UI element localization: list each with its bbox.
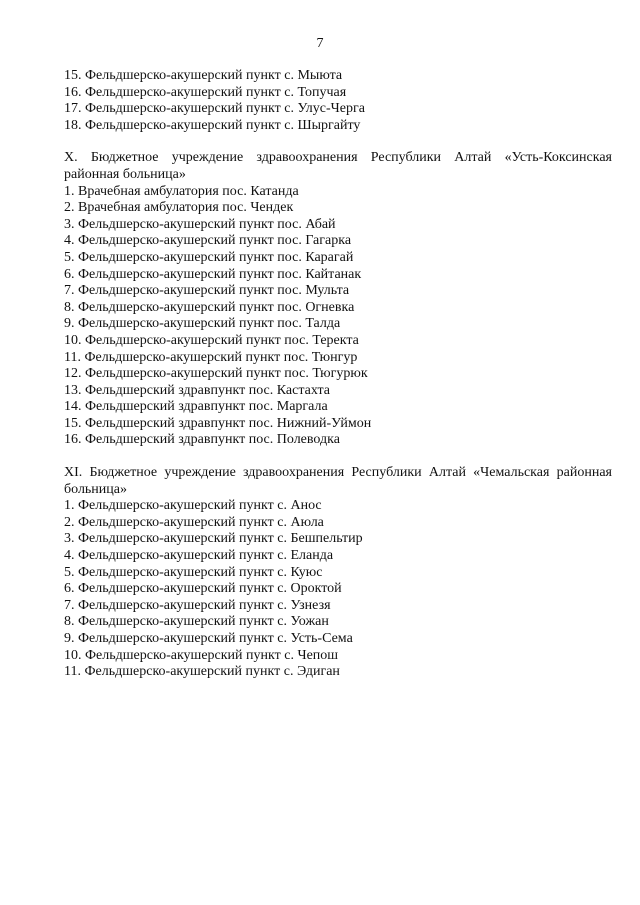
section-heading: X. Бюджетное учреждение здравоохранения Республики Алтай «Усть-Коксинская районная больница»: [64, 150, 612, 182]
list-item: 6. Фельдшерско-акушерский пункт пос. Кайтанак: [64, 266, 362, 282]
list-item: 11. Фельдшерско-акушерский пункт пос. Тюнгур: [64, 349, 358, 365]
list-item: 8. Фельдшерско-акушерский пункт с. Уожан: [64, 614, 329, 630]
section-list: [64, 498, 612, 681]
list-item: 7. Фельдшерско-акушерский пункт с. Узнезя: [64, 597, 331, 613]
list-item: 10. Фельдшерско-акушерский пункт с. Чепош: [64, 647, 339, 663]
list-item: 11. Фельдшерско-акушерский пункт с. Эдиган: [64, 664, 340, 680]
section-xi: [64, 465, 612, 681]
page-number: 7: [316, 36, 324, 51]
list-item: 5. Фельдшерско-акушерский пункт с. Куюс: [64, 564, 323, 580]
list-item: 15. Фельдшерско-акушерский пункт с. Мыюта: [64, 68, 343, 83]
list-item: 2. Фельдшерско-акушерский пункт с. Аюла: [64, 514, 324, 530]
list-item: 9. Фельдшерско-акушерский пункт пос. Талда: [64, 316, 341, 332]
list-item: 1. Фельдшерско-акушерский пункт с. Анос: [64, 498, 322, 514]
section-list: [64, 184, 612, 450]
list-item: 17. Фельдшерско-акушерский пункт с. Улус-Черга: [64, 101, 365, 117]
list-item: 3. Фельдшерско-акушерский пункт с. Бешпельтир: [64, 531, 363, 547]
list-item: 5. Фельдшерско-акушерский пункт пос. Карагай: [64, 249, 354, 265]
section-heading: XI. Бюджетное учреждение здравоохранения Республики Алтай «Чемальская районная больница»: [64, 465, 612, 497]
list-item: 8. Фельдшерско-акушерский пункт пос. Огневка: [64, 299, 355, 315]
list-item: 3. Фельдшерско-акушерский пункт пос. Абай: [64, 216, 336, 232]
list-item: 6. Фельдшерско-акушерский пункт с. Ороктой: [64, 581, 342, 597]
section-x: [64, 150, 612, 449]
list-item: 7. Фельдшерско-акушерский пункт пос. Мульта: [64, 283, 350, 299]
list-item: 4. Фельдшерско-акушерский пункт пос. Гагарка: [64, 233, 352, 249]
list-item: 16. Фельдшерский здравпункт пос. Полеводка: [64, 432, 340, 448]
list-item: 18. Фельдшерско-акушерский пункт с. Шыргайту: [64, 117, 361, 133]
list-item: 15. Фельдшерский здравпункт пос. Нижний-Уймон: [64, 415, 372, 431]
list-item: 9. Фельдшерско-акушерский пункт с. Усть-Сема: [64, 631, 353, 646]
list-item: 16. Фельдшерско-акушерский пункт с. Топучая: [64, 84, 347, 100]
list-item: 10. Фельдшерско-акушерский пункт пос. Теректа: [64, 332, 359, 348]
list-item: 2. Врачебная амбулатория пос. Чендек: [64, 200, 294, 216]
continued-list: [64, 68, 612, 134]
list-item: 14. Фельдшерский здравпункт пос. Маргала: [64, 399, 328, 415]
list-item: 4. Фельдшерско-акушерский пункт с. Еланда: [64, 548, 334, 564]
list-item: 13. Фельдшерский здравпункт пос. Кастахта: [64, 382, 330, 398]
document-body: [64, 68, 612, 681]
list-item: 12. Фельдшерско-акушерский пункт пос. Тюгурюк: [64, 366, 368, 382]
list-item: 1. Врачебная амбулатория пос. Катанда: [64, 183, 299, 199]
